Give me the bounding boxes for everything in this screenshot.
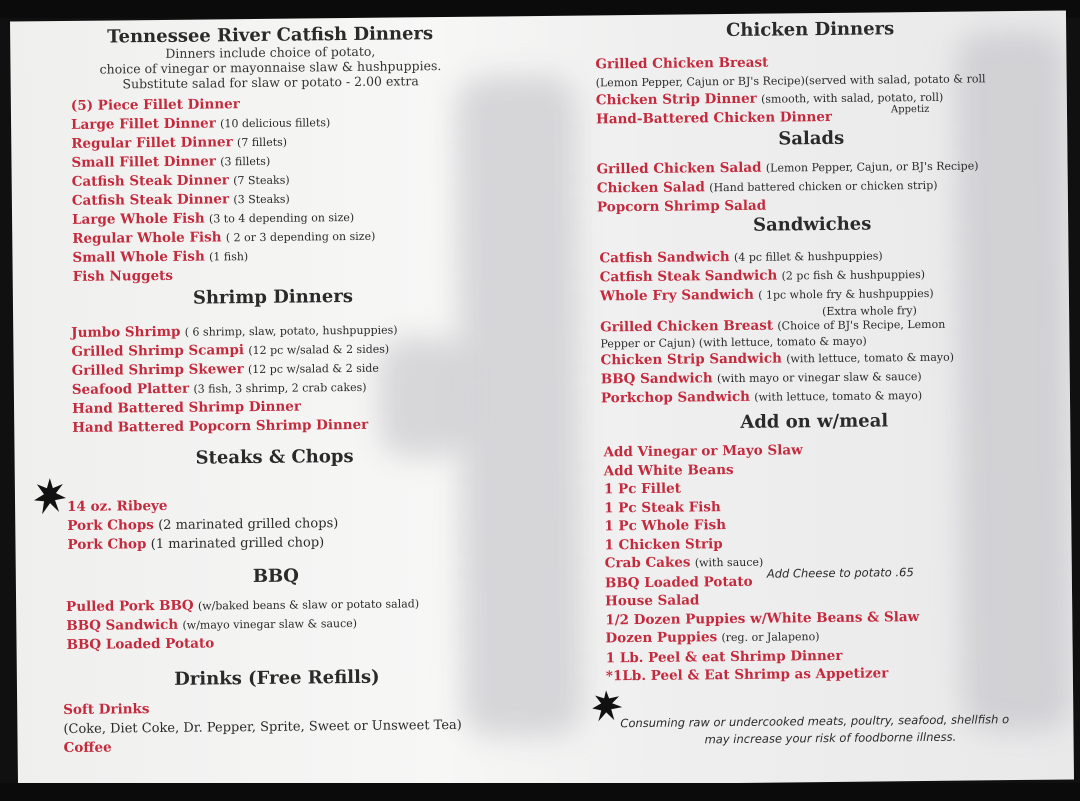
menu-item: Small Fillet Dinner (3 fillets) xyxy=(71,153,271,171)
menu-item: Add Vinegar or Mayo Slaw xyxy=(603,442,803,461)
menu-item: Grilled Chicken Breast xyxy=(595,54,769,73)
section-title-addon: Add on w/meal xyxy=(740,410,889,433)
menu-sheet xyxy=(10,10,1074,790)
menu-item: Catfish Steak Dinner (7 Steaks) xyxy=(71,172,290,190)
steaks-list xyxy=(67,495,339,555)
section-title-salads: Salads xyxy=(778,127,845,150)
menu-item: Regular Whole Fish ( 2 or 3 depending on size) xyxy=(72,229,376,247)
menu-item: Add White Beans xyxy=(603,461,734,479)
chicken-list xyxy=(595,51,986,129)
menu-item: Chicken Salad (Hand battered chicken or chicken strip) xyxy=(596,178,938,197)
menu-item: Hand Battered Popcorn Shrimp Dinner xyxy=(72,416,369,436)
menu-item: Chicken Strip Dinner (smooth, with salad, potato, roll) xyxy=(595,90,944,109)
sandwiches-list xyxy=(599,246,934,321)
menu-item: Chicken Strip Sandwich (with lettuce, tomato & mayo) xyxy=(600,350,955,369)
menu-item: BBQ Loaded Potato xyxy=(604,573,753,591)
disclaimer-line: may increase your risk of foodborne illness. xyxy=(704,729,957,747)
menu-item: Seafood Platter (3 fish, 3 shrimp, 2 crab cakes) xyxy=(71,380,367,398)
section-title-chicken: Chicken Dinners xyxy=(725,18,895,42)
menu-item: Catfish Steak Sandwich (2 pc fish & hushpuppies) xyxy=(599,267,926,286)
menu-item-desc: (Coke, Diet Coke, Dr. Pepper, Sprite, Sweet or Unsweet Tea) xyxy=(63,717,462,738)
menu-item: Catfish Steak Dinner (3 Steaks) xyxy=(71,191,290,209)
menu-item: Pork Chops (2 marinated grilled chops) xyxy=(67,516,339,534)
menu-item: Hand-Battered Chicken Dinner xyxy=(595,108,833,128)
section-title-catfish: Tennessee River Catfish Dinners xyxy=(107,23,434,48)
menu-item: Soft Drinks xyxy=(63,701,150,719)
menu-item: Dozen Puppies (reg. or Jalapeno) xyxy=(605,629,820,647)
catfish-intro xyxy=(50,43,490,93)
menu-item: Crab Cakes (with sauce) xyxy=(604,554,764,572)
menu-item: Fish Nuggets xyxy=(72,267,174,285)
menu-item: BBQ Loaded Potato xyxy=(66,635,215,653)
menu-item: BBQ Sandwich (with mayo or vinegar slaw & sauce) xyxy=(600,370,922,388)
section-title-steaks: Steaks & Chops xyxy=(195,445,354,469)
menu-item: Grilled Chicken Breast (Choice of BJ's Recipe, Lemon xyxy=(600,317,946,336)
section-title-sandwiches: Sandwiches xyxy=(752,213,872,236)
menu-item: Catfish Sandwich (4 pc fillet & hushpuppies) xyxy=(599,249,883,267)
addon-list xyxy=(603,440,919,686)
menu-item: Coffee xyxy=(63,739,112,757)
intro-line: Dinners include choice of potato, xyxy=(165,43,376,61)
sandwiches-list-2 xyxy=(600,316,954,409)
menu-item: 1/2 Dozen Puppies w/White Beans & Slaw xyxy=(605,608,920,628)
menu-item: Grilled Chicken Salad (Lemon Pepper, Cajun, or BJ's Recipe) xyxy=(596,159,979,178)
appetizer-note: Appetiz xyxy=(890,103,930,116)
section-title-shrimp: Shrimp Dinners xyxy=(192,285,354,309)
menu-item: Small Whole Fish (1 fish) xyxy=(72,248,249,266)
shrimp-list xyxy=(71,321,398,438)
menu-item: BBQ Sandwich (w/mayo vinegar slaw & sauce) xyxy=(66,616,358,634)
menu-item: Large Fillet Dinner (10 delicious fillets) xyxy=(71,115,331,133)
menu-item: (5) Piece Fillet Dinner xyxy=(70,96,240,114)
menu-item: 1 Pc Whole Fish xyxy=(604,517,727,535)
intro-line: Substitute salad for slaw or potato - 2.00 extra xyxy=(122,73,419,92)
bbq-list xyxy=(66,594,420,655)
menu-item: Popcorn Shrimp Salad xyxy=(596,197,767,216)
menu-item: House Salad xyxy=(605,592,700,610)
blurred-region-center xyxy=(456,76,583,737)
menu-item: 14 oz. Ribeye xyxy=(67,497,168,515)
menu-item: Grilled Shrimp Scampi (12 pc w/salad & 2 sides) xyxy=(71,342,390,360)
menu-item: 1 Pc Fillet xyxy=(603,480,681,498)
menu-item: Jumbo Shrimp ( 6 shrimp, slaw, potato, hushpuppies) xyxy=(71,323,398,341)
menu-item: *1Lb. Peel & Eat Shrimp as Appetizer xyxy=(605,665,889,685)
menu-item: Pork Chop (1 marinated grilled chop) xyxy=(67,535,325,553)
menu-item: Whole Fry Sandwich ( 1pc whole fry & hushpuppies) xyxy=(599,286,934,305)
menu-item: Regular Fillet Dinner (7 fillets) xyxy=(71,134,288,152)
section-title-bbq: BBQ xyxy=(252,565,299,588)
catfish-list xyxy=(71,94,376,287)
menu-item: Pulled Pork BBQ (w/baked beans & slaw or potato salad) xyxy=(66,597,420,615)
splatter-mark-icon xyxy=(590,687,624,723)
intro-line: choice of vinegar or mayonnaise slaw & hushpuppies. xyxy=(99,58,442,77)
bottom-border xyxy=(0,783,1080,801)
menu-item: 1 Pc Steak Fish xyxy=(604,498,721,516)
menu-item: 1 Chicken Strip xyxy=(604,535,723,553)
food-safety-disclaimer xyxy=(620,711,1040,749)
cheese-note: Add Cheese to potato .65 xyxy=(766,565,914,581)
menu-item: Hand Battered Shrimp Dinner xyxy=(71,398,302,417)
menu-item: 1 Lb. Peel & eat Shrimp Dinner xyxy=(605,647,843,666)
splatter-mark-icon xyxy=(33,476,67,516)
salads-list xyxy=(596,156,979,217)
section-title-drinks: Drinks (Free Refills) xyxy=(174,666,380,690)
drinks-list xyxy=(63,697,462,758)
menu-item: Grilled Shrimp Skewer (12 pc w/salad & 2 side xyxy=(71,361,379,379)
disclaimer-line: Consuming raw or undercooked meats, poultry, seafood, shellfish o xyxy=(620,712,1010,731)
menu-item-desc: (Lemon Pepper, Cajun or BJ's Recipe)(served with salad, potato & roll xyxy=(595,72,986,90)
menu-item: Large Whole Fish (3 to 4 depending on size) xyxy=(71,210,355,228)
menu-item: Porkchop Sandwich (with lettuce, tomato & mayo) xyxy=(600,388,923,407)
menu-item-desc: Pepper or Cajun) (with lettuce, tomato & mayo) xyxy=(600,334,867,351)
menu-item-desc: (Extra whole fry) xyxy=(822,304,917,319)
